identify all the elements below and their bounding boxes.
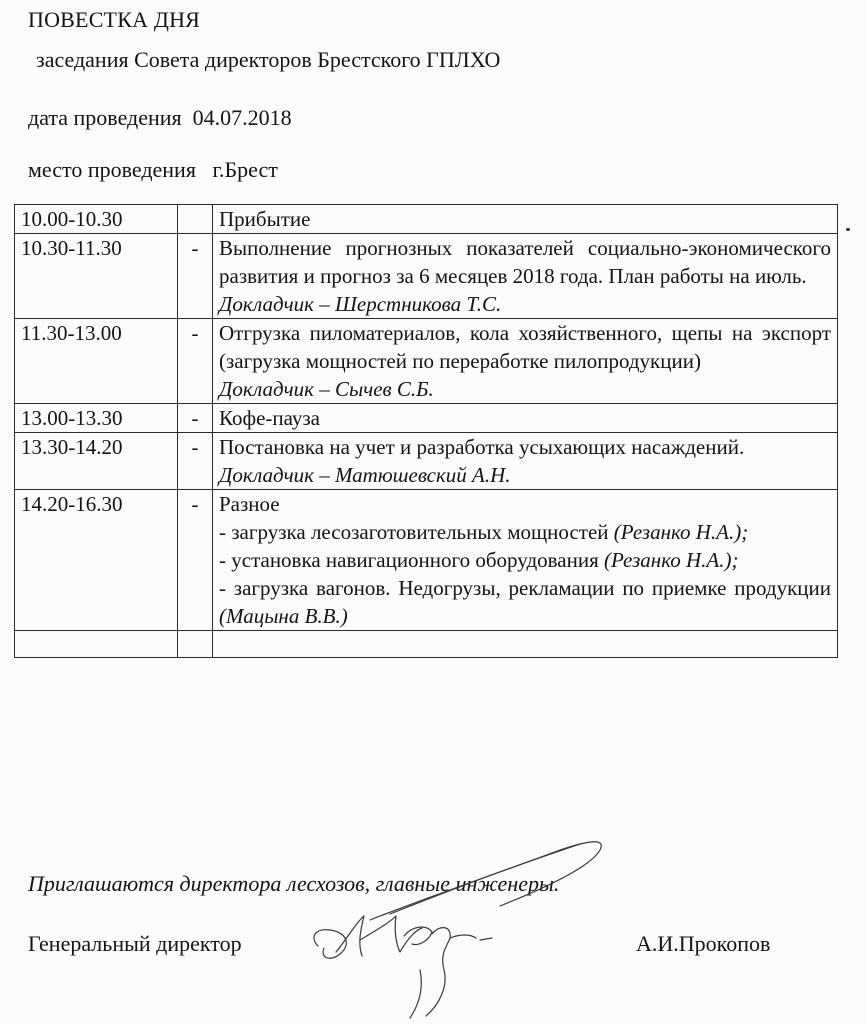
agenda-speaker: Докладчик – Сычев С.Б. — [219, 377, 434, 401]
agenda-topic: Выполнение прогнозных показателей социально-экономического развития и прогноз за 6 месяцев 2018 года. План работы на июль. — [219, 236, 831, 288]
agenda-subitem-responsible: (Мацына В.В.) — [219, 604, 348, 628]
agenda-subitem-text: - загрузка вагонов. Недогрузы, рекламации по приемке продукции — [219, 576, 831, 600]
agenda-topic: Постановка на учет и разработка усыхающих насаждений. — [219, 435, 745, 459]
agenda-subitem — [219, 518, 831, 546]
agenda-topic-cell — [213, 433, 838, 490]
agenda-dash: - — [178, 490, 213, 631]
agenda-row — [15, 433, 838, 490]
agenda-subitem — [219, 574, 831, 630]
document-subtitle: заседания Совета директоров Брестского ГПЛХО — [36, 47, 501, 72]
agenda-time: 10.30-11.30 — [15, 234, 178, 319]
agenda-row — [15, 319, 838, 404]
scan-speck — [846, 228, 850, 231]
agenda-speaker: Докладчик – Шерстникова Т.С. — [219, 292, 502, 316]
agenda-row — [15, 490, 838, 631]
agenda-dash — [178, 205, 213, 234]
signer-name: А.И.Прокопов — [636, 931, 771, 956]
agenda-subitem-text: - установка навигационного оборудования — [219, 548, 604, 572]
agenda-topic-cell — [213, 490, 838, 631]
agenda-row — [15, 404, 838, 433]
agenda-topic-cell — [213, 234, 838, 319]
handwritten-signature — [300, 820, 630, 1024]
agenda-time: 10.00-10.30 — [15, 205, 178, 234]
meeting-place: место проведения г.Брест — [28, 157, 278, 182]
meeting-date: дата проведения 04.07.2018 — [28, 105, 292, 130]
agenda-time: 13.00-13.30 — [15, 404, 178, 433]
agenda-row — [15, 205, 838, 234]
agenda-time: 14.20-16.30 — [15, 490, 178, 631]
agenda-topic-cell — [213, 631, 838, 658]
agenda-topic: Прибытие — [219, 207, 311, 231]
agenda-subitem-text: - загрузка лесозаготовительных мощностей — [219, 520, 614, 544]
agenda-topic-cell — [213, 404, 838, 433]
agenda-dash: - — [178, 234, 213, 319]
agenda-subitem-responsible: (Резанко Н.А.); — [613, 520, 749, 544]
agenda-topic: Отгрузка пиломатериалов, кола хозяйственного, щепы на экспорт (загрузка мощностей по переработке пилопродукции) — [219, 321, 831, 373]
agenda-dash — [178, 631, 213, 658]
agenda-row — [15, 631, 838, 658]
agenda-row — [15, 234, 838, 319]
agenda-speaker: Докладчик – Матюшевский А.Н. — [219, 463, 511, 487]
agenda-dash: - — [178, 433, 213, 490]
agenda-dash: - — [178, 319, 213, 404]
agenda-subitem-responsible: (Резанко Н.А.); — [603, 548, 739, 572]
agenda-time: 11.30-13.00 — [15, 319, 178, 404]
document-title: ПОВЕСТКА ДНЯ — [28, 7, 201, 32]
signer-title: Генеральный директор — [28, 931, 242, 956]
agenda-topic-cell — [213, 319, 838, 404]
agenda-time: 13.30-14.20 — [15, 433, 178, 490]
agenda-topic: Разное — [219, 492, 280, 516]
agenda-dash: - — [178, 404, 213, 433]
agenda-table — [14, 204, 838, 658]
agenda-subitem — [219, 546, 831, 574]
invite-note: Приглашаются директора лесхозов, главные инженеры. — [28, 871, 560, 896]
agenda-topic-cell — [213, 205, 838, 234]
agenda-topic: Кофе-пауза — [219, 406, 320, 430]
agenda-time — [15, 631, 178, 658]
